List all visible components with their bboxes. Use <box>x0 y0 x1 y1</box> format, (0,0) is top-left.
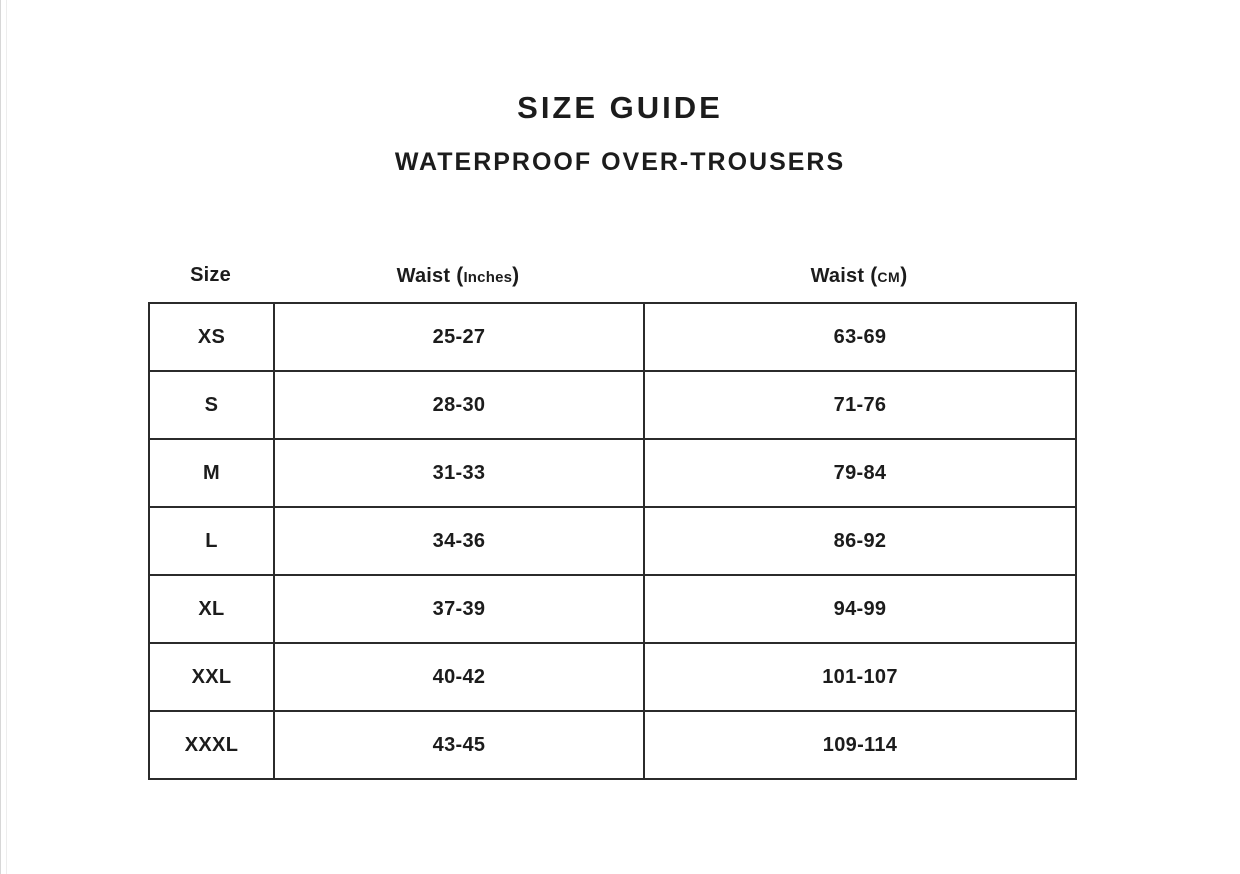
table-row-s <box>149 371 1076 439</box>
size-cell: XXL <box>149 643 274 711</box>
waist-cm-cell: 109-114 <box>644 711 1076 779</box>
waist-inches-cell: 28-30 <box>274 371 644 439</box>
waist-inches-cell: 43-45 <box>274 711 644 779</box>
waist-inches-unit: Inches <box>463 269 513 286</box>
open-paren: ( <box>870 264 878 287</box>
size-cell: XXXL <box>149 711 274 779</box>
column-header-waist-inches-label: Waist <box>396 265 451 287</box>
waist-cm-cell: 63-69 <box>644 303 1076 371</box>
size-cell: S <box>149 371 274 439</box>
column-header-waist-cm-label: Waist <box>810 265 865 287</box>
close-paren: ) <box>512 264 520 287</box>
table-row-xs <box>149 303 1076 371</box>
waist-cm-cell: 86-92 <box>644 507 1076 575</box>
size-table-section <box>148 263 1075 780</box>
size-cell: M <box>149 439 274 507</box>
page-subtitle: WATERPROOF OVER-TROUSERS <box>394 148 846 176</box>
waist-inches-unit-group <box>456 265 519 287</box>
waist-inches-cell: 25-27 <box>274 303 644 371</box>
table-row-m <box>149 439 1076 507</box>
open-paren: ( <box>456 264 464 287</box>
close-paren: ) <box>900 264 908 287</box>
size-table <box>148 302 1077 780</box>
table-row-xxl <box>149 643 1076 711</box>
page-edge-line-outer <box>0 0 1 874</box>
waist-inches-cell: 40-42 <box>274 643 644 711</box>
column-header-waist-inches <box>273 263 643 288</box>
waist-cm-cell: 71-76 <box>644 371 1076 439</box>
column-header-waist-cm <box>643 263 1075 288</box>
column-header-size <box>148 263 273 288</box>
page-title: SIZE GUIDE <box>517 90 723 125</box>
size-cell: XS <box>149 303 274 371</box>
waist-cm-cell: 79-84 <box>644 439 1076 507</box>
waist-cm-unit-group <box>870 265 907 287</box>
column-header-size-label: Size <box>190 264 231 286</box>
table-row-xl <box>149 575 1076 643</box>
table-row-xxxl <box>149 711 1076 779</box>
size-cell: L <box>149 507 274 575</box>
page-edge-line-inner <box>6 0 7 874</box>
waist-cm-cell: 94-99 <box>644 575 1076 643</box>
waist-cm-cell: 101-107 <box>644 643 1076 711</box>
waist-cm-unit: CM <box>877 269 901 285</box>
size-cell: XL <box>149 575 274 643</box>
table-row-l <box>149 507 1076 575</box>
waist-inches-cell: 34-36 <box>274 507 644 575</box>
waist-inches-cell: 31-33 <box>274 439 644 507</box>
waist-inches-cell: 37-39 <box>274 575 644 643</box>
table-header-row <box>148 263 1075 288</box>
